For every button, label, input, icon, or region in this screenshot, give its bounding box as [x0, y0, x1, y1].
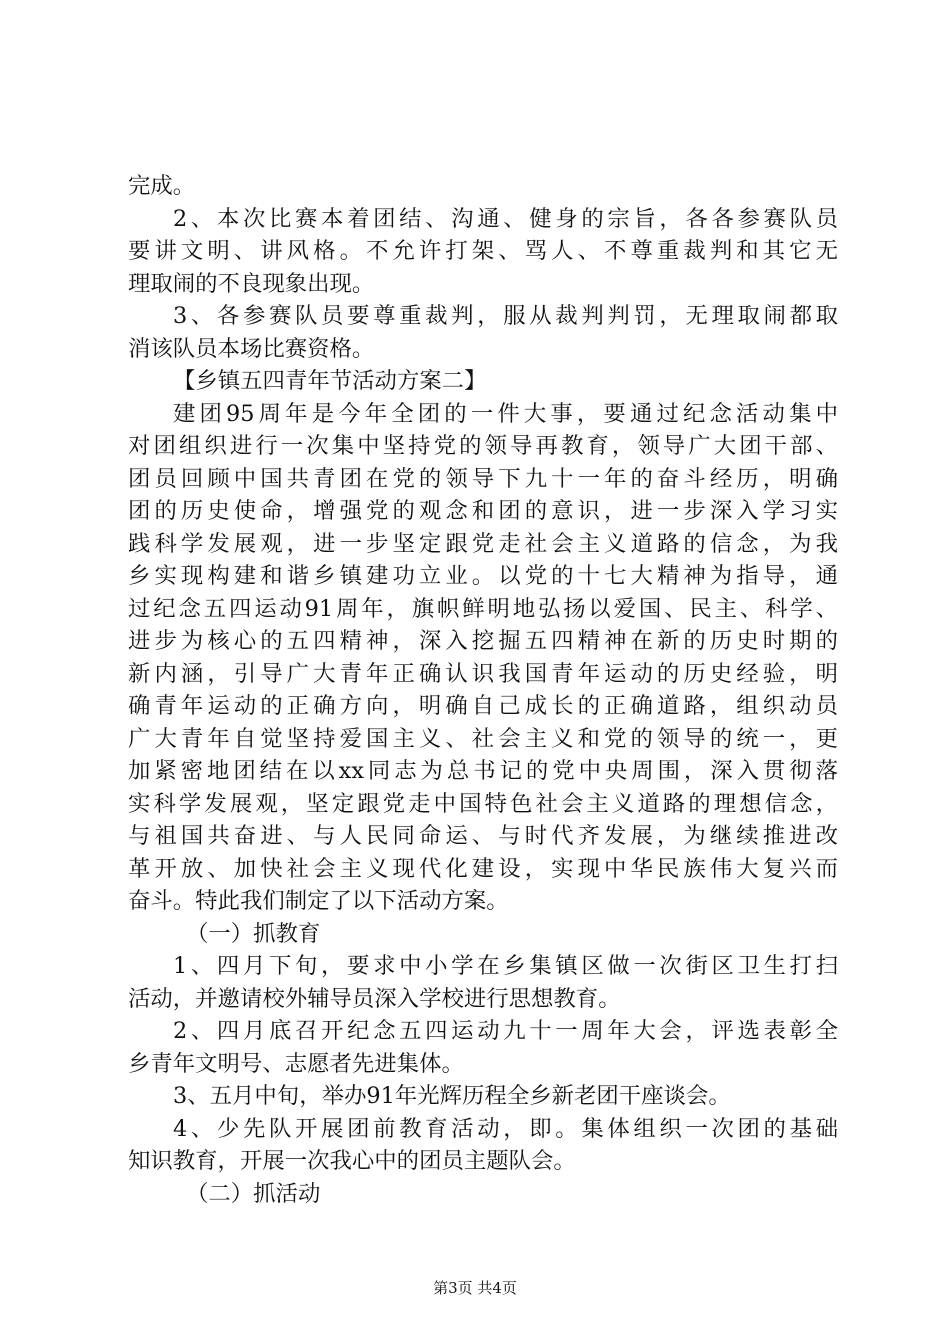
document-body: [128, 170, 838, 1210]
text-line: 进步为核心的五四精神，深入挖掘五四精神在新的历史时期的: [128, 628, 838, 654]
text-line: 广大青年自觉坚持爱国主义、社会主义和党的领导的统一，更: [128, 725, 838, 752]
text-line: 加紧密地团结在以xx同志为总书记的党中央周围，深入贯彻落: [128, 758, 838, 784]
text-line: 过纪念五四运动91周年，旗帜鲜明地弘扬以爱国、民主、科学、: [128, 595, 838, 622]
text-line: 对团组织进行一次集中坚持党的领导再教育，领导广大团干部、: [128, 433, 838, 459]
text-line: 践科学发展观，进一步坚定跟党走社会主义道路的信念，为我: [128, 530, 838, 557]
text-line: 要讲文明、讲风格。不允许打架、骂人、不尊重裁判和其它无: [128, 238, 838, 264]
text-line: （二）抓活动: [186, 1180, 321, 1207]
text-line: 奋斗。特此我们制定了以下活动方案。: [128, 888, 509, 914]
text-line: 新内涵，引导广大青年正确认识我国青年运动的历史经验，明: [128, 660, 838, 687]
text-line: 4、少先队开展团前教育活动，即。集体组织一次团的基础: [173, 1115, 838, 1142]
text-line: 完成。: [128, 173, 196, 199]
text-line: 乡实现构建和谐乡镇建功立业。以党的十七大精神为指导，通: [128, 563, 838, 589]
text-line: 知识教育，开展一次我心中的团员主题队会。: [128, 1148, 576, 1174]
text-line: 团员回顾中国共青团在党的领导下九十一年的奋斗经历，明确: [128, 465, 838, 492]
text-line: （一）抓教育: [186, 920, 321, 947]
text-line: 革开放、加快社会主义现代化建设，实现中华民族伟大复兴而: [128, 855, 838, 882]
text-line: 与祖国共奋进、与人民同命运、与时代齐发展，为继续推进改: [128, 823, 838, 849]
text-line: 活动，并邀请校外辅导员深入学校进行思想教育。: [128, 985, 621, 1012]
text-line: 理取闹的不良现象出现。: [128, 270, 375, 297]
text-line: 实科学发展观，坚定跟党走中国特色社会主义道路的理想信念，: [128, 790, 838, 817]
text-line: 2、四月底召开纪念五四运动九十一周年大会，评选表彰全: [173, 1018, 838, 1044]
text-line: 团的历史使命，增强党的观念和团的意识，进一步深入学习实: [128, 498, 838, 524]
text-line: 3、五月中旬，举办91年光辉历程全乡新老团干座谈会。: [173, 1083, 731, 1109]
text-line: 2、本次比赛本着团结、沟通、健身的宗旨，各各参赛队员: [173, 205, 838, 232]
text-line: 建团95周年是今年全团的一件大事，要通过纪念活动集中: [173, 400, 838, 427]
text-line: 【乡镇五四青年节活动方案二】: [173, 368, 487, 394]
text-line: 确青年运动的正确方向，明确自己成长的正确道路，组织动员: [128, 693, 838, 719]
page-footer: 第3页 共4页: [433, 1279, 517, 1297]
text-line: 3、各参赛队员要尊重裁判，服从裁判判罚，无理取闹都取: [173, 303, 838, 329]
text-line: 乡青年文明号、志愿者先进集体。: [128, 1050, 464, 1077]
text-line: 消该队员本场比赛资格。: [128, 335, 375, 362]
text-line: 1、四月下旬，要求中小学在乡集镇区做一次街区卫生打扫: [173, 953, 838, 979]
